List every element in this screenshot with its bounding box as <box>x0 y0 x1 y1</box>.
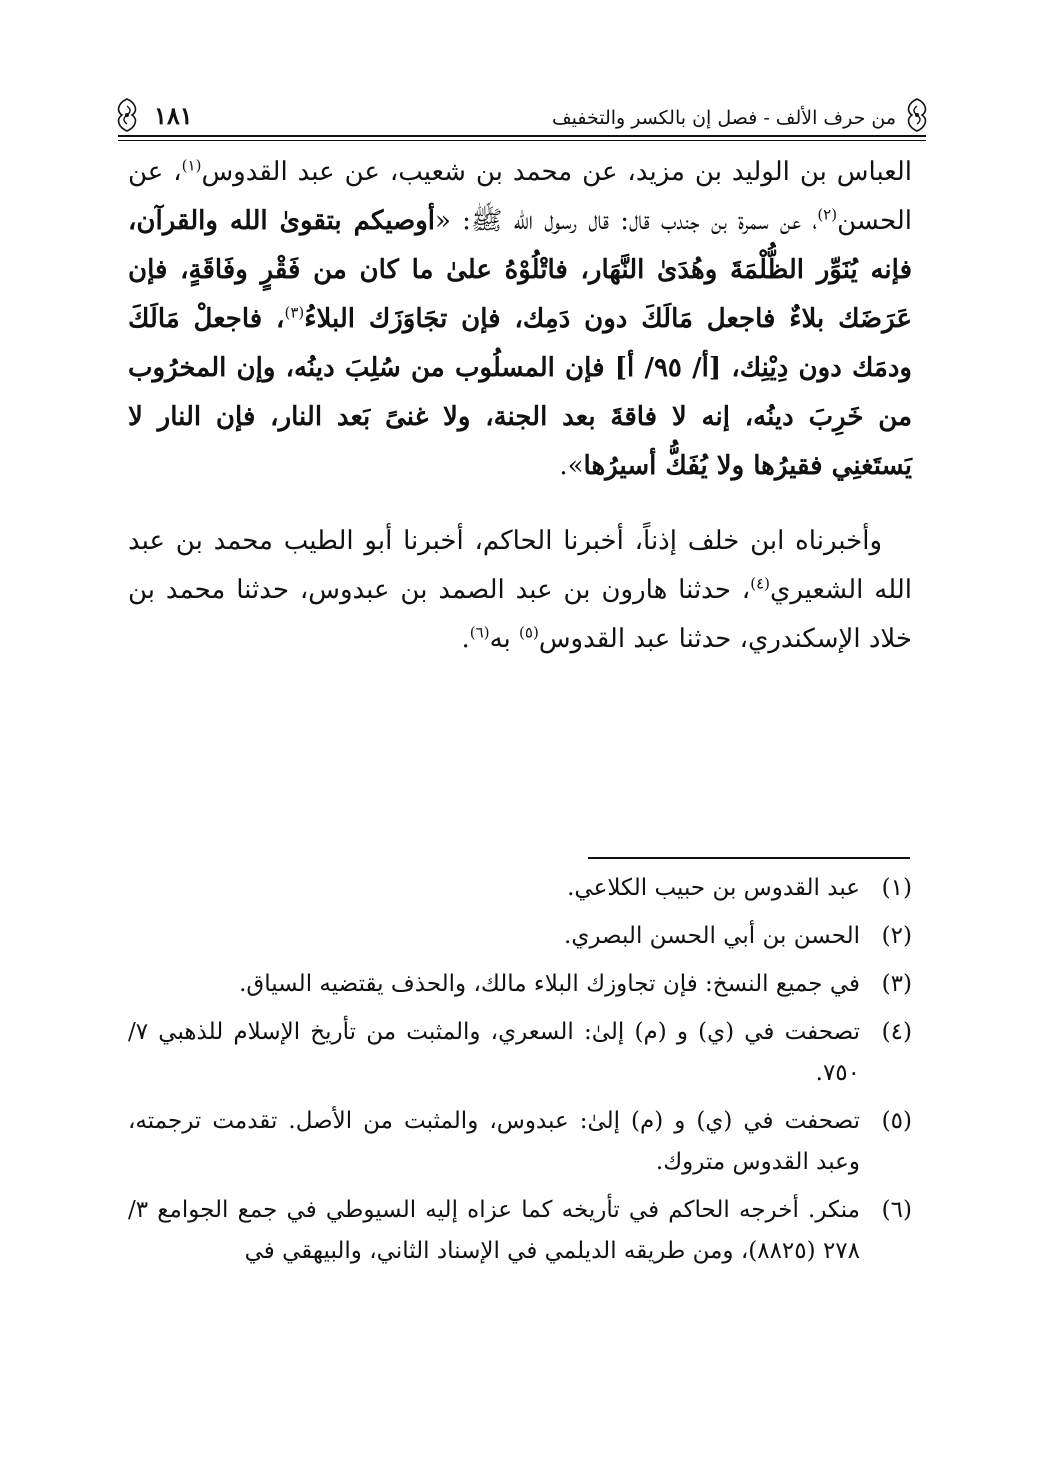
footnote-4 <box>128 1012 912 1094</box>
footnote-number: (٤) <box>881 1019 912 1045</box>
isnad-text-3: ، عن سمرة بن جندب قال: قال رسول الله ﷺ: « <box>435 206 818 236</box>
header-title: من حرف الألف - فصل إن بالكسر والتخفيف <box>551 107 896 129</box>
chain-text-2: ، حدثنا هارون بن عبد الصمد بن عبدوس، حدثنا محمد بن خلاد الإسكندري، حدثنا عبد القدوس <box>128 575 912 654</box>
footnote-number: (١) <box>881 875 912 901</box>
footnote-2 <box>128 916 912 957</box>
footnote-ref-3[interactable]: (٣) <box>284 303 305 322</box>
footnote-6 <box>128 1190 912 1272</box>
hadith-text-1: أوصيكم بتقوىٰ الله والقرآن، فإنه يُنَوِّر الظُّلْمَةَ وهُدَىٰ النَّهَار، فاتْلُوْهُ علىٰ ما كان من فَقْرٍ وفَاقَةٍ، فإن عَرَضَك بلاءٌ فاجعل مَالَكَ دون دَمِك، فإن تجَاوَزَك البلاءُ <box>128 206 912 334</box>
footnote-text: تصحفت في (ي) و (م) إلىٰ: عبدوس، والمثبت من الأصل. تقدمت ترجمته، وعبد القدوس متروك. <box>128 1108 860 1175</box>
footnote-separator <box>588 857 910 859</box>
chain-text-1: وأخبرناه ابن خلف إذناً، أخبرنا الحاكم، أخبرنا أبو الطيب محمد بن عبد الله الشعيري <box>128 526 912 605</box>
footnote-ref-1[interactable]: (١) <box>181 156 202 175</box>
footnote-number: (٣) <box>881 971 912 997</box>
chain-end: . <box>461 624 470 654</box>
footnote-1 <box>128 868 912 909</box>
isnad-text-1: العباس بن الوليد بن مزيد، عن محمد بن شعيب، عن عبد القدوس <box>201 157 913 187</box>
paragraph-second-chain <box>128 517 912 664</box>
footnotes <box>128 868 912 1279</box>
header-ornament-left-icon <box>110 97 144 133</box>
footnote-number: (٢) <box>881 923 912 949</box>
footnote-ref-6[interactable]: (٦) <box>469 623 490 642</box>
paragraph-hadith <box>128 148 912 491</box>
footnote-text: عبد القدوس بن حبيب الكلاعي. <box>567 875 860 901</box>
footnote-ref-4[interactable]: (٤) <box>750 574 770 593</box>
page-number: ١٨١ <box>154 101 193 130</box>
hadith-text-2: ، فاجعلْ مَالَكَ ودمَك دون دِيْنِك، [أ/ ٩٥/ أ] فإن المسلُوب من سُلِبَ دينُه، وإن المخرُوب من خَرِبَ دينُه، إنه لا فاقةَ بعد الجنة، ولا غنىً بَعد النار، فإن النار لا يَستَغنِي فقيرُها ولا يُفَكُّ أسيرُها <box>128 304 912 481</box>
footnote-number: (٥) <box>881 1108 912 1134</box>
running-header <box>118 95 926 141</box>
footnote-ref-5[interactable]: (٥) <box>519 623 539 642</box>
footnote-number: (٦) <box>881 1197 912 1223</box>
header-rule-thin <box>118 140 926 141</box>
footnote-3 <box>128 964 912 1005</box>
main-text <box>128 148 912 664</box>
header-ornament-right-icon <box>900 97 934 133</box>
header-rule <box>118 135 926 137</box>
footnote-text: تصحفت في (ي) و (م) إلىٰ: السعري، والمثبت من تأريخ الإسلام للذهبي ٧/ ٧٥٠. <box>128 1019 860 1086</box>
footnote-text: منكر. أخرجه الحاكم في تأريخه كما عزاه إليه السيوطي في جمع الجوامع ٣/ ٢٧٨ (٨٨٢٥)، ومن طريقه الديلمي في الإسناد الثاني، والبيهقي في <box>128 1197 860 1264</box>
quote-close: ». <box>559 451 584 481</box>
footnote-ref-2[interactable]: (٢) <box>817 205 838 224</box>
isnad-text-2: ، عن الحسن <box>128 157 913 236</box>
chain-text-3: به <box>489 624 520 654</box>
footnote-text: الحسن بن أبي الحسن البصري. <box>564 923 860 949</box>
footnote-text: في جميع النسخ: فإن تجاوزك البلاء مالك، والحذف يقتضيه السياق. <box>239 971 860 997</box>
footnote-5 <box>128 1101 912 1183</box>
